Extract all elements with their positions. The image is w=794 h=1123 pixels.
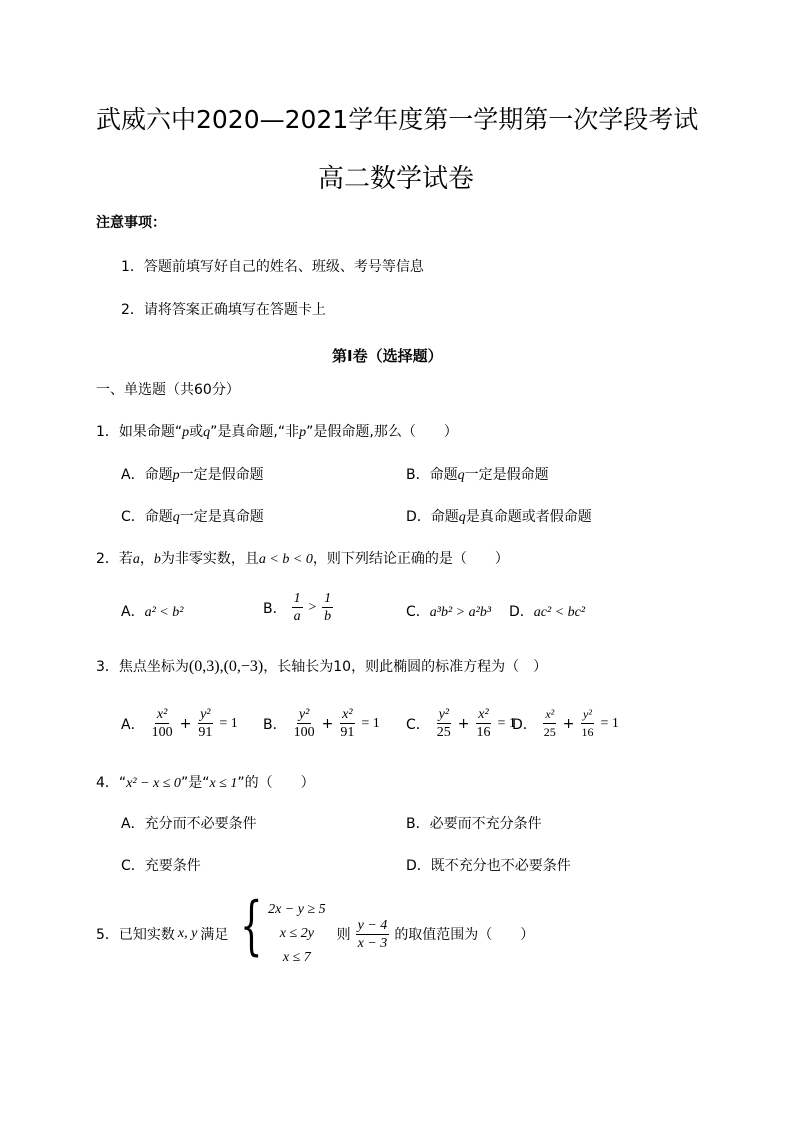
fraction	[356, 917, 390, 952]
q5-text: 5．已知实数	[96, 927, 175, 943]
q4-math: x ≤ 1	[209, 776, 238, 791]
q1-option-d	[406, 506, 592, 526]
q1-option-b	[406, 464, 549, 484]
q2-text: ，则下列结论正确的是（ ）	[312, 551, 509, 567]
system-row: x ≤ 2y	[279, 926, 314, 941]
section-part: 一、单选题（共60分）	[96, 382, 240, 398]
q4-text: ”的（ ）	[237, 775, 315, 791]
fraction	[292, 590, 303, 625]
numerator: x²	[156, 707, 168, 722]
option-label: B．	[263, 600, 287, 617]
option-var: p	[172, 468, 180, 483]
notes-heading: 注意事项：	[96, 215, 166, 231]
q4-option-a: A．充分而不必要条件	[121, 816, 257, 832]
q1-text: 1．如果命题“	[96, 424, 183, 440]
option-label: A．	[121, 716, 145, 733]
section-title: 第I卷（选择题）	[332, 347, 443, 365]
denominator: 100	[151, 725, 173, 740]
equals: = 1	[600, 715, 619, 731]
fraction	[338, 706, 356, 741]
option-label: C．命题	[121, 509, 173, 525]
note-item: 2．请将答案正确填写在答题卡上	[121, 302, 326, 318]
question-1	[96, 421, 458, 441]
denominator: a	[293, 609, 301, 624]
q4-text: ”是“	[180, 775, 210, 791]
numerator: x²	[478, 707, 489, 722]
q1-text: 或	[189, 424, 204, 440]
q4-text: 4．“	[96, 775, 127, 791]
question-5	[96, 889, 535, 972]
q5-vars: x, y	[177, 926, 198, 941]
q2-var-b: b	[153, 552, 161, 567]
denominator: 25	[543, 725, 556, 739]
q3-option-b	[263, 706, 380, 741]
system-rows	[268, 896, 326, 972]
exam-title: 武威六中2020—2021学年度第一学期第一次学段考试	[96, 105, 699, 134]
system-row: 2x − y ≥ 5	[268, 902, 326, 917]
q4-option-b: B．必要而不充分条件	[406, 816, 542, 832]
question-3	[96, 656, 547, 676]
option-math: ac² < bc²	[533, 605, 586, 620]
denominator: 91	[198, 725, 213, 740]
q5-text: 满足	[200, 927, 229, 943]
option-label: C．	[406, 716, 430, 733]
q1-text: ”是真命题,“非	[210, 424, 300, 440]
option-label: D．	[509, 604, 534, 620]
denominator: x − 3	[357, 935, 388, 951]
numerator: y²	[200, 707, 211, 722]
q2-option-d	[509, 601, 585, 621]
fraction	[292, 706, 317, 741]
q1-option-a	[121, 464, 264, 484]
numerator: 1	[293, 591, 301, 606]
fraction	[150, 706, 175, 741]
option-text: 一定是假命题	[464, 467, 549, 483]
numerator: 1	[324, 591, 332, 606]
denominator: b	[324, 609, 332, 624]
denominator: 16	[476, 725, 491, 740]
exam-subtitle: 高二数学试卷	[318, 164, 475, 194]
numerator: x²	[543, 706, 556, 724]
q3-option-d	[512, 706, 619, 741]
q4-math: x² − x ≤ 0	[126, 776, 181, 791]
numerator: y²	[298, 707, 310, 722]
option-text: 一定是真命题	[179, 509, 264, 525]
operator: +	[321, 715, 334, 732]
fraction	[580, 706, 596, 741]
question-2	[96, 548, 509, 568]
q2-text: 2．若	[96, 551, 133, 567]
equals: = 1	[219, 715, 238, 731]
system-row: x ≤ 7	[282, 950, 311, 965]
q2-text: 为非零实数，且	[160, 551, 259, 567]
left-brace-icon: {	[240, 889, 263, 963]
q2-var-a: a	[132, 552, 140, 567]
q3-foci: (0,3),(0,−3)	[188, 658, 264, 675]
q1-text: ”是假命题,那么（ ）	[306, 424, 458, 440]
q4-option-d: D．既不充分也不必要条件	[406, 858, 571, 874]
q1-var-p: p	[182, 425, 190, 440]
denominator: 100	[293, 725, 315, 740]
q2-option-b	[263, 590, 335, 625]
numerator: y²	[438, 707, 449, 722]
operator: +	[562, 715, 575, 732]
option-math: a² < b²	[144, 605, 184, 620]
fraction	[475, 706, 493, 741]
operator: +	[179, 715, 192, 732]
q1-var-q: q	[203, 425, 211, 440]
question-4	[96, 772, 315, 792]
option-text: 是真命题或者假命题	[465, 509, 592, 525]
option-math: a³b² > a²b³	[429, 605, 492, 620]
q1-option-c	[121, 506, 264, 526]
q3-option-c	[406, 706, 516, 741]
equals: = 1	[361, 715, 380, 731]
option-label: D．命题	[406, 509, 459, 525]
option-label: C．	[406, 604, 430, 620]
option-label: A．	[121, 604, 145, 620]
q2-option-a	[121, 601, 183, 621]
denominator: 25	[436, 725, 451, 740]
numerator: x²	[342, 707, 353, 722]
q3-text: ，长轴长为10，则此椭圆的标准方程为（ ）	[263, 659, 548, 675]
q1-var-p: p	[299, 425, 307, 440]
fraction	[196, 706, 214, 741]
fraction	[435, 706, 453, 741]
option-var: q	[458, 510, 466, 525]
operator: >	[307, 599, 318, 615]
q3-option-a	[121, 706, 238, 741]
option-label: B．命题	[406, 467, 458, 483]
q2-option-c	[406, 601, 491, 621]
option-label: A．命题	[121, 467, 173, 483]
option-label: D．	[512, 716, 537, 733]
numerator: y²	[581, 706, 594, 724]
q2-text: ，	[139, 551, 154, 567]
inequality-system	[231, 889, 326, 972]
option-text: 一定是假命题	[179, 467, 264, 483]
q5-text: 则	[336, 927, 351, 943]
denominator: 91	[340, 725, 355, 740]
note-item: 1．答题前填写好自己的姓名、班级、考号等信息	[121, 259, 424, 275]
fraction	[542, 706, 558, 741]
numerator: y − 4	[357, 917, 388, 933]
option-label: B．	[263, 716, 287, 733]
q3-text: 3．焦点坐标为	[96, 659, 189, 675]
fraction	[322, 590, 333, 625]
operator: +	[457, 715, 470, 732]
option-var: q	[172, 510, 180, 525]
option-var: q	[457, 468, 465, 483]
q2-condition: a < b < 0	[258, 552, 313, 567]
denominator: 16	[581, 725, 594, 739]
q5-text: 的取值范围为（ ）	[394, 927, 535, 943]
q4-option-c: C．充要条件	[121, 858, 201, 874]
equals: = 1	[497, 715, 516, 731]
